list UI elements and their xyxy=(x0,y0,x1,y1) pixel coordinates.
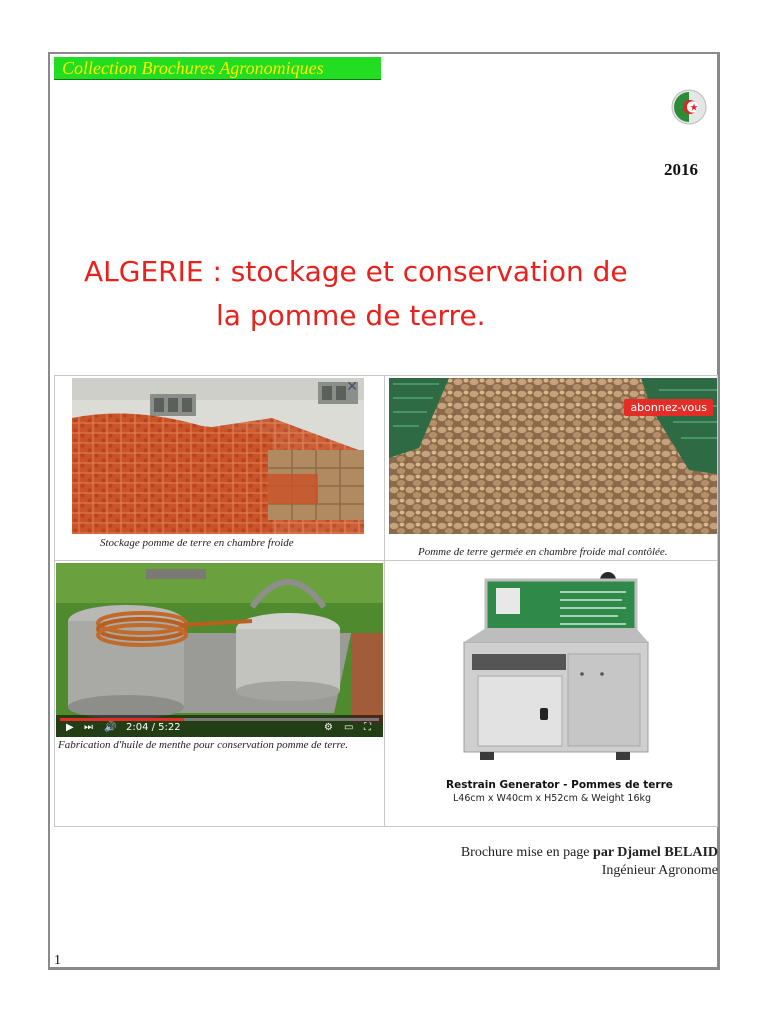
photo-cold-storage xyxy=(72,378,364,534)
credit-prefix: Brochure mise en page xyxy=(460,845,594,860)
video-progress-fill xyxy=(60,718,184,721)
close-icon[interactable]: ✕ xyxy=(346,379,358,395)
page-number: 1 xyxy=(54,953,61,968)
collection-underline xyxy=(54,79,381,80)
product-name: Restrain Generator - Pommes de terre xyxy=(446,779,673,791)
video-time: 2:04 / 5:22 xyxy=(126,722,181,733)
volume-icon[interactable]: 🔊 xyxy=(104,722,117,733)
captions-icon[interactable]: ▭ xyxy=(344,722,354,733)
next-icon[interactable]: ⏭ xyxy=(84,722,93,733)
grid-divider-horizontal xyxy=(54,560,718,561)
photo-sprouted-potatoes xyxy=(389,378,717,534)
collection-banner: Collection Brochures Agronomiques xyxy=(54,57,381,79)
fullscreen-icon[interactable]: ⛶ xyxy=(364,722,371,733)
video-mint-oil[interactable] xyxy=(56,563,383,737)
product-dimensions: L46cm x W40cm x H52cm & Weight 16kg xyxy=(453,793,652,804)
caption-mint-oil: Fabrication d'huile de menthe pour conservation pomme de terre. xyxy=(58,739,349,751)
caption-cold-storage: Stockage pomme de terre en chambre froide xyxy=(100,537,294,549)
author-role: Ingénieur Agronome xyxy=(601,863,718,878)
title-line-2: la pomme de terre. xyxy=(216,299,486,332)
document-title xyxy=(66,250,726,338)
subscribe-button[interactable]: abonnez-vous xyxy=(624,399,713,416)
video-progress-bar[interactable] xyxy=(60,718,379,721)
play-icon[interactable]: ▶ xyxy=(66,722,74,733)
settings-icon[interactable]: ⚙ xyxy=(324,722,333,733)
caption-sprouted-potatoes: Pomme de terre germée en chambre froide mal contôlée. xyxy=(418,546,668,558)
credit-author: par Djamel BELAID xyxy=(593,845,718,860)
title-line-1: ALGERIE : stockage et conservation de xyxy=(84,255,628,288)
credit-line xyxy=(461,845,718,861)
photo-restrain-generator xyxy=(450,566,660,766)
grid-divider-vertical xyxy=(384,375,385,827)
video-player-controls xyxy=(56,715,383,737)
algeria-flag-emblem-icon xyxy=(669,89,709,125)
publication-year: 2016 xyxy=(664,160,698,179)
